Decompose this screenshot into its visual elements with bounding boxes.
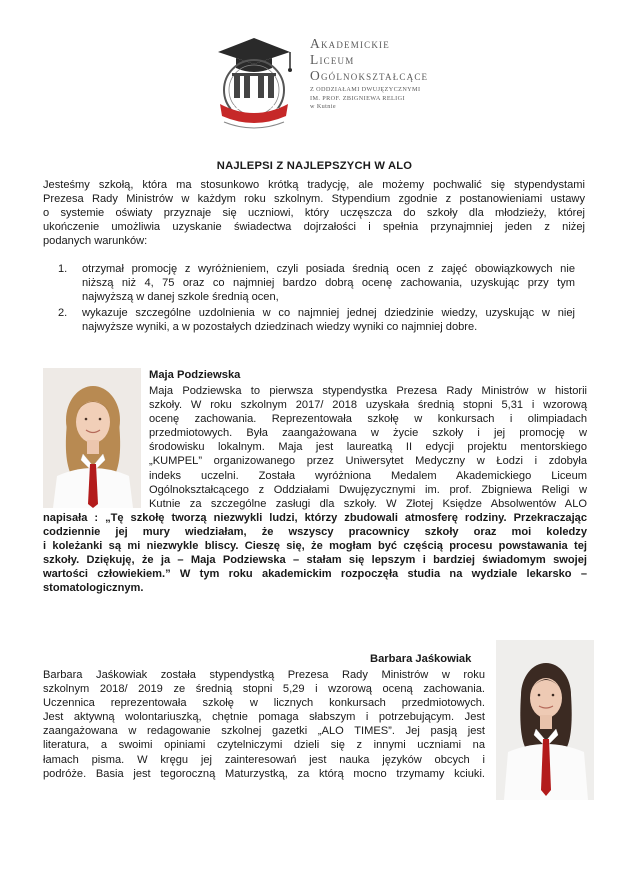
school-name-line: Akademickie bbox=[310, 36, 390, 51]
text-line: Prezesa Rady Ministrów w każdym roku szkolnym. Stypendium zgodnie z postanowieniami ustawy bbox=[43, 193, 585, 206]
text-line: napisała : „Tę szkołę tworzą niezwykli ludzi, którzy zbudowali atmosferę rodziny. Przekraczając bbox=[43, 512, 587, 524]
text-line: Jesteśmy szkołą, która ma stosunkowo krótką tradycję, ale możemy pochwalić się stypendystami bbox=[43, 179, 585, 191]
student-photo-barbara bbox=[496, 640, 594, 800]
school-subtitle-line: w Kutnie bbox=[310, 103, 337, 110]
school-subtitle-line: Z ODDZIAŁAMI DWUJĘZYCZNYMI bbox=[310, 86, 421, 93]
page-title: NAJLEPSI Z NAJLEPSZYCH W ALO bbox=[216, 160, 413, 172]
intro-paragraph bbox=[43, 178, 585, 248]
text-line: najwyższe wyniki, a w pozostałych dziedzinach wiedzy wyniki co najmniej dobre. bbox=[82, 320, 478, 333]
text-line: łamach pisma. W kręgu jej zainteresowań jest nauka języków obcych i bbox=[43, 753, 485, 766]
text-line: literatura, a swoimi opiniami czytelniczymi dzieli się z innymi uczniami na bbox=[43, 739, 485, 752]
text-line: „KUMPEL” organizowanego przez Uniwersytet Medyczny w Łodzi i zdobyła bbox=[149, 455, 587, 468]
text-line: niższą niż 4, 75 oraz co najmniej bardzo dobrą ocenę zachowania, uzyskując przy tym bbox=[82, 277, 575, 290]
text-line: przedmiotowych. Była zaangażowana w życie szkoły i jej promocję w bbox=[149, 427, 587, 440]
student-name-barbara: Barbara Jaśkowiak bbox=[370, 653, 472, 665]
text-line: Ogólnokształcącego z Oddziałami Dwujęzycznymi im. prof. Zbigniewa Religi w bbox=[149, 483, 587, 496]
text-line: podanych warunków: bbox=[43, 235, 148, 248]
text-line: i koleżanki są mi niezwykle bliscy. Cieszę się, że mogłam być częścią procesu powstawania tej bbox=[43, 540, 587, 553]
text-line: wartości człowiekiem.” W tym roku akademickim rozpoczęła studia na wydziale lekarsko – bbox=[43, 568, 587, 581]
student-photo-maja bbox=[43, 368, 141, 508]
text-line: codziennie jej mury wiedziałam, że wszyscy pracownicy szkoły oraz moi koledzy bbox=[43, 526, 587, 539]
text-line: środowisku lokalnym. Maja jest laureatką II edycji projektu mentorskiego bbox=[149, 441, 587, 454]
list-item bbox=[55, 306, 575, 334]
text-line: o systemie oświaty przyznaje się uczniowi, który uczęszcza do szkoły dla młodzieży, której bbox=[43, 207, 585, 220]
text-line: szkoły. Dziękuję, że ja – Maja Podziewska – stałam się lepszym i bardziej świadomym swojej bbox=[43, 554, 587, 567]
text-line: najwyższą w danej szkole średnią ocen, bbox=[82, 291, 279, 304]
text-line: stomatologicznym. bbox=[43, 582, 144, 595]
student-bio-maja-upper bbox=[149, 384, 587, 511]
school-name-line: Liceum bbox=[310, 52, 355, 67]
text-line: szkoły. W roku szkolnym 2017/ 2018 uzyskała średnią stopni 5,31 i wzorową bbox=[149, 399, 587, 412]
text-line: Jest aktywną wolontariuszką, chętnie pomaga słabszym i potrzebującym. Jest bbox=[43, 711, 485, 724]
text-line: Maja Podziewska to pierwsza stypendystka Prezesa Rady Ministrów w historii bbox=[149, 385, 587, 397]
text-line: Uczennica reprezentowała szkołę w licznych konkursach przedmiotowych. bbox=[43, 697, 485, 710]
text-line: otrzymał promocję z wyróżnieniem, czyli posiada średnią ocen z zajęć obowiązkowych nie bbox=[82, 263, 575, 275]
text-line: ocenę zachowania. Reprezentowała szkołę w konkursach i olimpiadach bbox=[149, 413, 587, 426]
text-line: Barbara Jaśkowiak została stypendystką Prezesa Rady Ministrów w roku bbox=[43, 669, 485, 681]
text-line: Kutnie za szczególne zasługi dla szkoły. W Złotej Księdze Absolwentów ALO bbox=[149, 497, 587, 510]
text-line: indeks uczelni. Została wyróżniona Medalem Akademickiego Liceum bbox=[149, 469, 587, 482]
text-line: zaangażowana w redagowanie szkolnej gazetki „ALO TIMES”. Jej pasją jest bbox=[43, 725, 485, 738]
conditions-list bbox=[55, 262, 575, 335]
student-name-maja: Maja Podziewska bbox=[149, 369, 241, 381]
list-number: 2. bbox=[58, 306, 68, 319]
school-subtitle-line: IM. PROF. ZBIGNIEWA RELIGI bbox=[310, 94, 405, 102]
logo-ribbon-text: ALO w KUTNIE bbox=[231, 104, 279, 111]
school-name bbox=[310, 36, 540, 112]
student-bio-barbara bbox=[43, 668, 485, 781]
text-line: wykazuje szczególne uzdolnienia w co najmniej jednej dziedzinie wiedzy, uzyskując w niej bbox=[82, 306, 575, 319]
list-item bbox=[55, 262, 575, 305]
school-logo-emblem bbox=[206, 30, 302, 134]
school-name-line: Ogólnokształcące bbox=[310, 68, 429, 83]
list-number: 1. bbox=[58, 263, 68, 275]
text-line: podróże. Basia jest tegoroczną Maturzystką, za którą mocno trzymamy kciuki. bbox=[43, 767, 485, 780]
text-line: ukończenie umożliwia uzyskanie świadectwa dojrzałości i spełnia przynajmniej jeden z niżej bbox=[43, 221, 585, 234]
text-line: szkolnym 2018/ 2019 ze średnią stopni 5,29 i wzorową oceną zachowania. bbox=[43, 683, 485, 696]
student-bio-maja-lower bbox=[43, 511, 587, 596]
